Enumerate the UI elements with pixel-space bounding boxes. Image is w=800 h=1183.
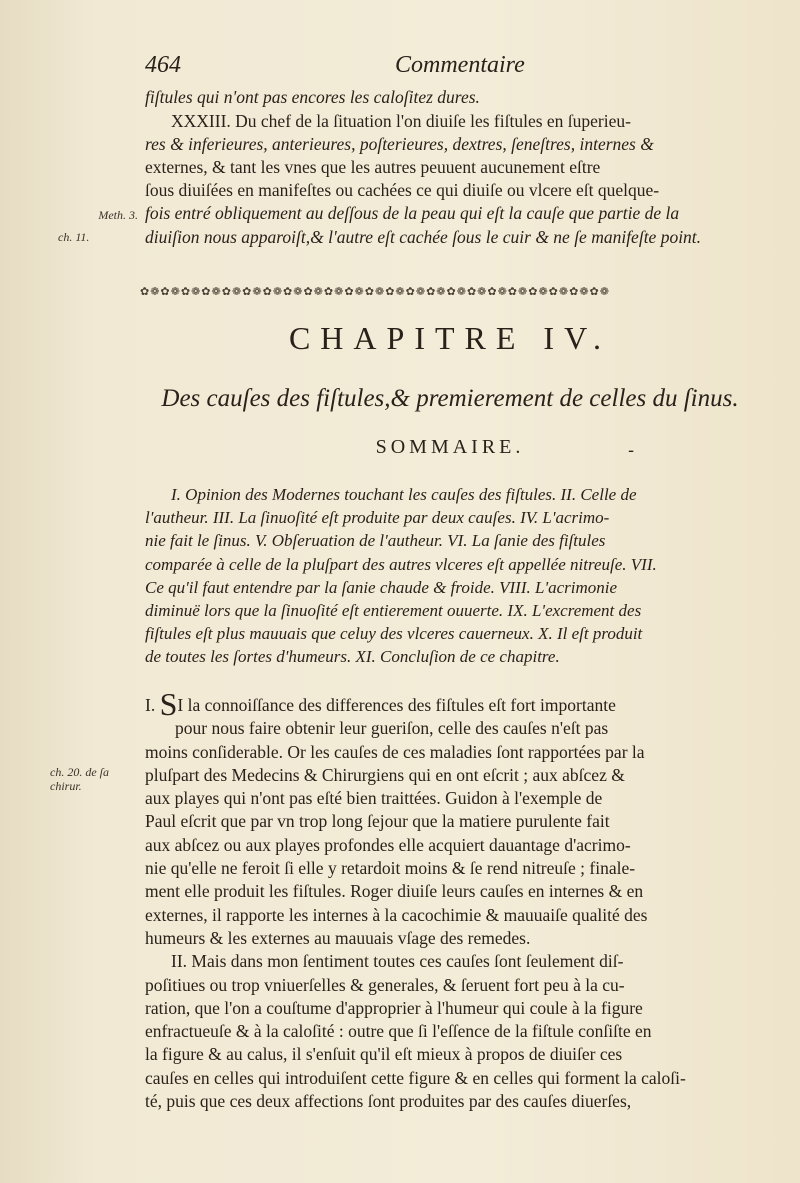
margin-note-meth-chapter: ch. 11. xyxy=(58,230,90,244)
running-title: Commentaire xyxy=(395,52,525,78)
body-line: ment elle produit les fiſtules. Roger diuiſe leurs cauſes en internes & en xyxy=(145,881,644,902)
body-line: aux abſcez ou aux playes profondes elle acquiert dauantage d'acrimo- xyxy=(145,834,631,855)
intro-line: res & inferieures, anterieures, poſterieures, dextres, ſeneſtres, internes & xyxy=(145,134,654,154)
body-line: externes, il rapporte les internes à la cacochimie & mauuaiſe qualité des xyxy=(145,904,648,925)
sommaire-line: Ce qu'il faut entendre par la ſanie chaude & froide. VIII. L'acrimonie xyxy=(145,577,618,597)
sommaire-line: nie fait le ſinus. V. Obſeruation de l'autheur. VI. La ſanie des fiſtules xyxy=(145,531,606,551)
body-line: moins conſiderable. Or les cauſes de ces maladies ſont rapportées par la xyxy=(145,741,645,762)
body-line: II. Mais dans mon ſentiment toutes ces cauſes ſont ſeulement diſ- xyxy=(171,951,624,972)
intro-line: fiſtules qui n'ont pas encores les caloſitez dures. xyxy=(145,87,480,107)
ornamental-band: ✿❁✿❁✿❁✿❁✿❁✿❁✿❁✿❁✿❁✿❁✿❁✿❁✿❁✿❁✿❁✿❁✿❁✿❁✿❁✿❁✿❁✿❁✿❁ xyxy=(140,285,610,298)
sommaire-line: diminuë lors que la ſinuoſité eſt entierement ouuerte. IX. L'excrement des xyxy=(145,601,642,621)
intro-line: XXXIII. Du chef de la ſituation l'on diuiſe les fiſtules en ſuperieu- xyxy=(171,111,631,131)
body-text xyxy=(145,694,765,1113)
drop-cap: S xyxy=(159,694,178,718)
body-line: I la connoiſſance des differences des fiſtules eſt fort importante xyxy=(177,695,616,715)
sommaire-line: l'autheur. III. La ſinuoſité eſt produite par deux cauſes. IV. L'acrimo- xyxy=(145,508,610,528)
margin-note-chirur: ch. 20. de ſa chirur. xyxy=(50,765,109,793)
section-numeral: I. xyxy=(145,695,156,715)
sommaire-dash: - xyxy=(628,440,635,461)
page-header xyxy=(145,50,745,82)
intro-line: ſous diuiſées en manifeſtes ou cachées ce qui diuiſe ou vlcere eſt quelque- xyxy=(145,180,660,200)
sommaire-line: fiſtules eſt plus mauuais que celuy des vlceres cauerneux. X. Il eſt produit xyxy=(145,624,643,644)
body-line: poſitiues ou trop vniuerſelles & generales, & ſeruent fort peu à la cu- xyxy=(145,974,625,995)
margin-note-meth: Meth. 3. xyxy=(98,208,138,222)
body-line: nie qu'elle ne feroit ſi elle y retardoit moins & ſe rend nitreuſe ; finale- xyxy=(145,858,636,879)
body-line: Paul eſcrit que par vn trop long ſejour que la matiere purulente fait xyxy=(145,811,610,832)
body-line: aux playes qui n'ont pas eſté bien traittées. Guidon à l'exemple de xyxy=(145,788,603,809)
body-line: pluſpart des Medecins & Chirurgiens qui en ont eſcrit ; aux abſcez & xyxy=(145,764,625,785)
body-line: pour nous faire obtenir leur gueriſon, celle des cauſes n'eſt pas xyxy=(175,718,609,739)
body-line: té, puis que ces deux affections ſont produites par des cauſes diuerſes, xyxy=(145,1091,632,1112)
sommaire-list xyxy=(145,483,765,669)
body-first-line xyxy=(145,694,765,717)
body-line: humeurs & les externes au mauuais vſage des remedes. xyxy=(145,927,531,948)
intro-line: externes, & tant les vnes que les autres peuuent aucunement eſtre xyxy=(145,157,601,177)
intro-line: fois entré obliquement au deſſous de la peau qui eſt la cauſe que partie de la xyxy=(145,203,680,223)
body-line: enfractueuſe & à la caloſité : outre que ſi l'eſſence de la fiſtule conſiſte en xyxy=(145,1021,652,1042)
intro-line: diuiſion nous apparoiſt,& l'autre eſt cachée ſous le cuir & ne ſe manifeſte point. xyxy=(145,227,702,247)
sommaire-line: de toutes les ſortes d'humeurs. XI. Concluſion de ce chapitre. xyxy=(145,647,560,667)
page-number: 464 xyxy=(145,52,181,78)
sommaire-heading: SOMMAIRE. xyxy=(375,436,525,458)
sommaire-line: I. Opinion des Modernes touchant les cauſes des fiſtules. II. Celle de xyxy=(171,485,637,504)
chapter-title: CHAPITRE IV. xyxy=(288,320,612,356)
body-line: ration, que l'on a couſtume d'approprier à l'humeur qui coule à la figure xyxy=(145,997,643,1018)
body-line: cauſes en celles qui introduiſent cette figure & en celles qui forment la caloſi- xyxy=(145,1067,686,1088)
chapter-subtitle: Des cauſes des fiſtules,& premierement de celles du ſinus. xyxy=(161,385,739,412)
sommaire-line: comparée à celle de la pluſpart des autres vlceres eſt appellée nitreuſe. VII. xyxy=(145,554,657,574)
body-line: la figure & au calus, il s'enſuit qu'il eſt mieux à propos de diuiſer ces xyxy=(145,1044,623,1065)
